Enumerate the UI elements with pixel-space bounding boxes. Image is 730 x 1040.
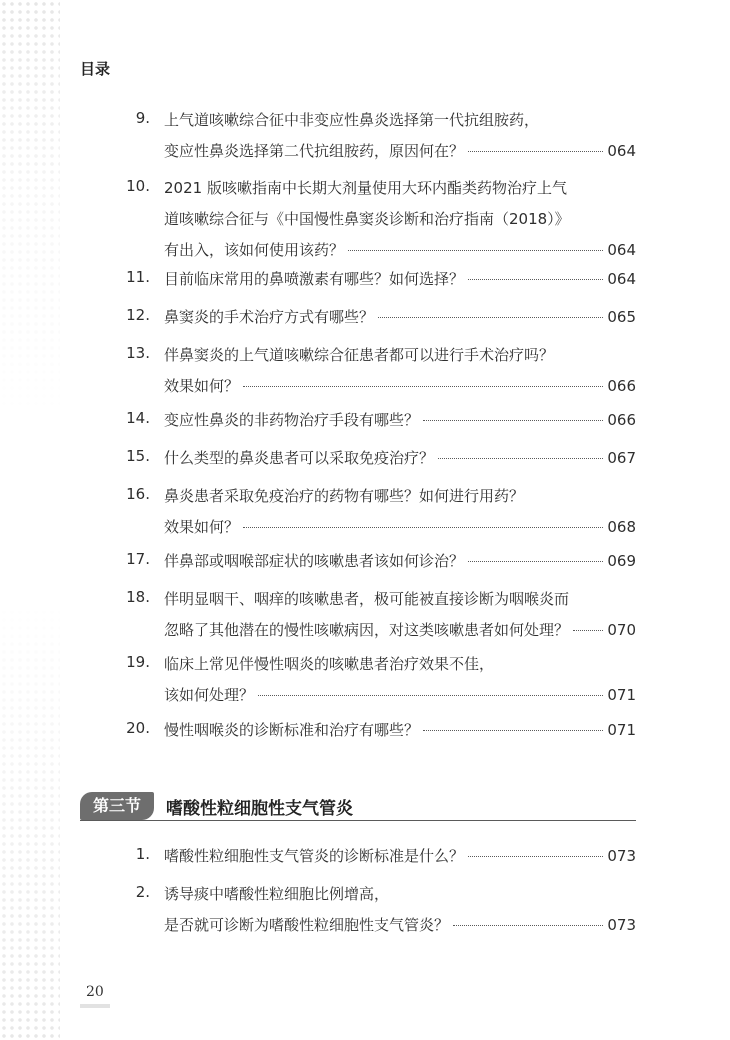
dot-leader	[423, 730, 603, 731]
toc-entry-number: 11.	[126, 268, 150, 286]
toc-entry-last-line	[164, 684, 636, 705]
dot-leader	[348, 250, 603, 251]
dot-leader	[438, 458, 603, 459]
dot-leader	[243, 386, 603, 387]
toc-entry-text: 目前临床常用的鼻喷激素有哪些？如何选择？	[164, 270, 465, 288]
toc-entry-page: 071	[607, 686, 636, 704]
toc-entry-last-line	[164, 239, 636, 260]
toc-entry-page: 066	[607, 411, 636, 429]
toc-entry-last-line	[164, 914, 636, 935]
toc-entry-text: 有出入，该如何使用该药？	[164, 241, 345, 259]
section-badge: 第三节	[80, 792, 154, 820]
toc-entry-page: 064	[607, 142, 636, 160]
toc-entry-page: 069	[607, 552, 636, 570]
decorative-dot-pattern	[0, 0, 60, 1040]
dot-leader	[258, 695, 603, 696]
toc-entry-number: 9.	[135, 109, 150, 127]
toc-entry-number: 2.	[135, 883, 150, 901]
toc-entry-page: 068	[607, 518, 636, 536]
toc-entry-last-line	[164, 268, 636, 289]
toc-entry-text: 效果如何？	[164, 518, 240, 536]
toc-entry-number: 1.	[135, 845, 150, 863]
dot-leader	[573, 630, 603, 631]
toc-entry-line: 上气道咳嗽综合征中非变应性鼻炎选择第一代抗组胺药，	[164, 111, 540, 129]
toc-entry-text: 慢性咽喉炎的诊断标准和治疗有哪些？	[164, 721, 420, 739]
toc-entry-text: 什么类型的鼻炎患者可以采取免疫治疗？	[164, 449, 435, 467]
toc-entry-last-line	[164, 375, 636, 396]
dot-leader	[468, 151, 603, 152]
toc-entry-text: 是否就可诊断为嗜酸性粒细胞性支气管炎？	[164, 916, 450, 934]
toc-entry-line: 2021 版咳嗽指南中长期大剂量使用大环内酯类药物治疗上气	[164, 179, 567, 197]
toc-entry-last-line	[164, 719, 636, 740]
toc-entry-line: 伴明显咽干、咽痒的咳嗽患者，极可能被直接诊断为咽喉炎而	[164, 590, 570, 608]
toc-entry-number: 18.	[126, 588, 150, 606]
toc-entry-text: 忽略了其他潜在的慢性咳嗽病因，对这类咳嗽患者如何处理？	[164, 621, 570, 639]
toc-entry-number: 10.	[126, 177, 150, 195]
page-number-bar	[80, 1004, 110, 1008]
dot-leader	[378, 317, 603, 318]
toc-entry-last-line	[164, 516, 636, 537]
toc-entry-number: 17.	[126, 550, 150, 568]
toc-entry-last-line	[164, 140, 636, 161]
toc-entry-last-line	[164, 845, 636, 866]
toc-entry-line: 道咳嗽综合征与《中国慢性鼻窦炎诊断和治疗指南（2018）》	[164, 210, 570, 228]
toc-entry-page: 070	[607, 621, 636, 639]
toc-entry-number: 14.	[126, 409, 150, 427]
toc-entry-last-line	[164, 409, 636, 430]
toc-entry-line: 诱导痰中嗜酸性粒细胞比例增高，	[164, 885, 390, 903]
toc-entry-number: 19.	[126, 653, 150, 671]
toc-entry-number: 20.	[126, 719, 150, 737]
toc-entry-text: 变应性鼻炎的非药物治疗手段有哪些？	[164, 411, 420, 429]
page-header-title: 目录	[80, 60, 111, 78]
toc-entry-text: 伴鼻部或咽喉部症状的咳嗽患者该如何诊治？	[164, 552, 465, 570]
toc-entry-page: 067	[607, 449, 636, 467]
toc-entry-text: 该如何处理？	[164, 686, 255, 704]
toc-entry-page: 066	[607, 377, 636, 395]
toc-entry-page: 071	[607, 721, 636, 739]
dot-leader	[423, 420, 603, 421]
toc-entry-text: 效果如何？	[164, 377, 240, 395]
dot-leader	[468, 856, 603, 857]
toc-entry-line: 伴鼻窦炎的上气道咳嗽综合征患者都可以进行手术治疗吗？	[164, 346, 555, 364]
toc-entry-last-line	[164, 306, 636, 327]
toc-entry-number: 12.	[126, 306, 150, 324]
toc-entry-last-line	[164, 447, 636, 468]
section-title: 嗜酸性粒细胞性支气管炎	[166, 799, 353, 819]
toc-entry-number: 15.	[126, 447, 150, 465]
toc-entry-line: 临床上常见伴慢性咽炎的咳嗽患者治疗效果不佳，	[164, 655, 495, 673]
dot-leader	[468, 561, 603, 562]
toc-entry-number: 16.	[126, 485, 150, 503]
toc-entry-page: 064	[607, 241, 636, 259]
toc-entry-last-line	[164, 550, 636, 571]
toc-entry-number: 13.	[126, 344, 150, 362]
toc-entry-page: 065	[607, 308, 636, 326]
section-divider	[80, 820, 636, 821]
toc-entry-last-line	[164, 619, 636, 640]
toc-entry-page: 064	[607, 270, 636, 288]
toc-entry-text: 鼻窦炎的手术治疗方式有哪些？	[164, 308, 375, 326]
toc-entry-line: 鼻炎患者采取免疫治疗的药物有哪些？如何进行用药？	[164, 487, 525, 505]
page-number: 20	[86, 984, 104, 1000]
dot-leader	[453, 925, 603, 926]
dot-leader	[468, 279, 603, 280]
toc-entry-text: 嗜酸性粒细胞性支气管炎的诊断标准是什么？	[164, 847, 465, 865]
toc-entry-page: 073	[607, 916, 636, 934]
dot-leader	[243, 527, 603, 528]
toc-entry-text: 变应性鼻炎选择第二代抗组胺药，原因何在？	[164, 142, 465, 160]
toc-entry-page: 073	[607, 847, 636, 865]
